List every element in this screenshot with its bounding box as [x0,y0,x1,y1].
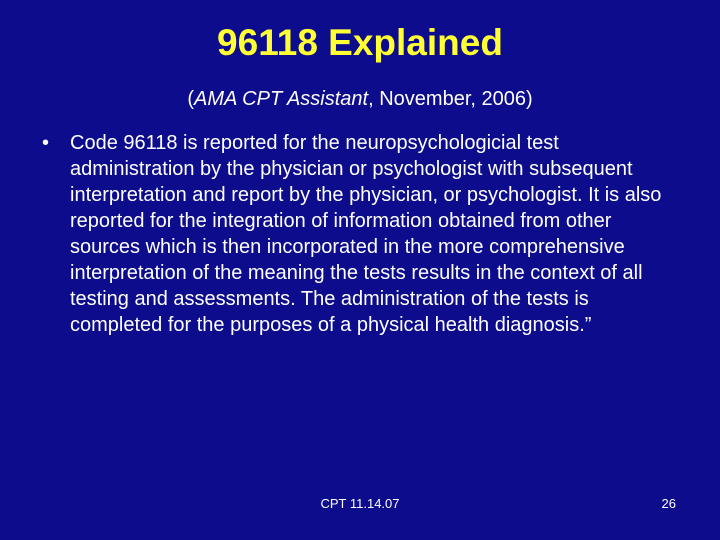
slide-title: 96118 Explained [217,22,503,63]
bullet-text: Code 96118 is reported for the neuropsychologicial test administration by the physician or psychologist with subsequent interpretation and report by the physician, or psychologist. It is also reported for the integration of information obtained from other sources which is then incorporated in the more comprehensive interpretation of the meaning the tests results in the context of all testing and assessments. The administration of the tests is completed for the purposes of a physical health diagnosis.” [70,132,662,336]
subtitle-date: , November, 2006) [368,88,533,110]
slide-subtitle [0,86,720,112]
subtitle-open-paren: ( [187,88,194,110]
bullet-item [42,130,682,338]
page-number: 26 [661,496,676,511]
footer-text: CPT 11.14.07 [320,496,400,511]
bullet-icon: • [42,132,50,154]
bullet-list [42,130,682,338]
subtitle-source: AMA CPT Assistant [194,88,369,110]
